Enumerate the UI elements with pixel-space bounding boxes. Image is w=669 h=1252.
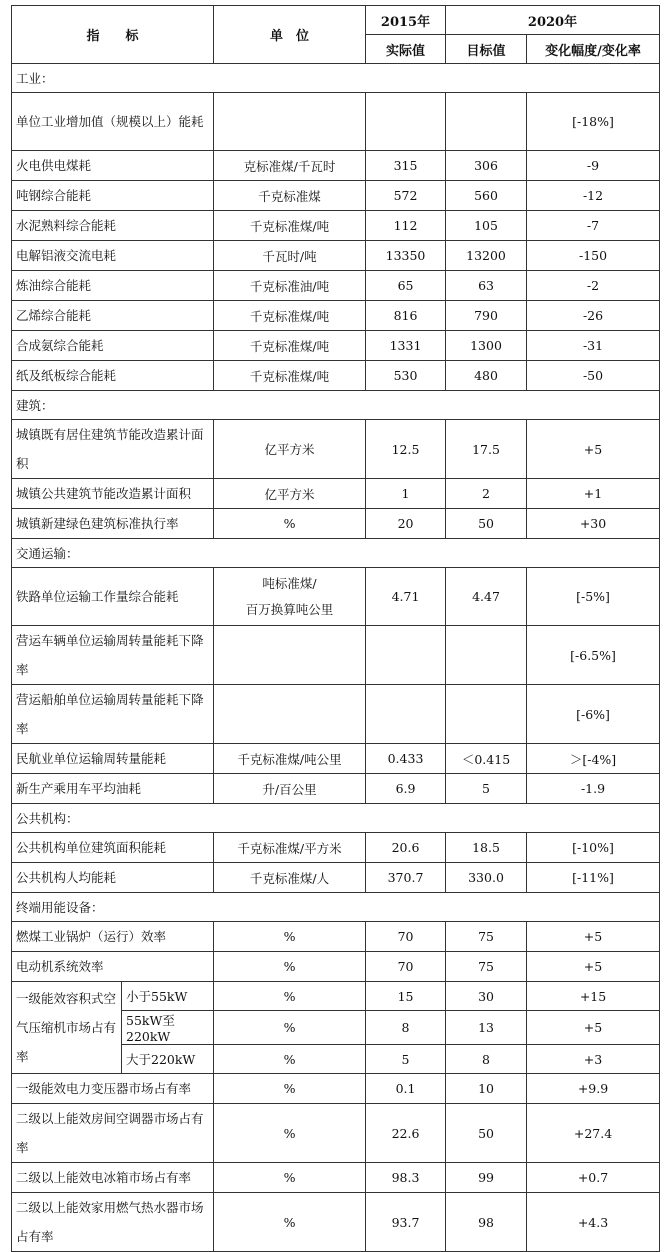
- indicator-name: 公共机构单位建筑面积能耗: [12, 833, 214, 863]
- unit-cell: [214, 685, 366, 744]
- change-cell: [-5%]: [527, 568, 660, 626]
- table-row: [12, 93, 660, 151]
- change-cell: -150: [527, 241, 660, 271]
- actual-2015-cell: 0.1: [366, 1074, 446, 1104]
- section-row: [12, 539, 660, 568]
- unit-cell: %: [214, 982, 366, 1011]
- unit-cell: [214, 626, 366, 685]
- indicator-name: 纸及纸板综合能耗: [12, 361, 214, 391]
- change-cell: -50: [527, 361, 660, 391]
- table-row: [12, 211, 660, 241]
- target-2020-cell: 8: [446, 1045, 527, 1074]
- unit-cell: %: [214, 922, 366, 952]
- unit-cell: [214, 568, 366, 626]
- change-cell: +30: [527, 509, 660, 539]
- target-2020-cell: 790: [446, 301, 527, 331]
- indicator-name: 营运车辆单位运输周转量能耗下降率: [12, 626, 214, 685]
- actual-2015-cell: 12.5: [366, 420, 446, 479]
- table-row: [12, 479, 660, 509]
- header-year-2015: 2015年: [366, 6, 446, 35]
- section-equipment: 终端用能设备：: [12, 893, 660, 922]
- target-2020-cell: 17.5: [446, 420, 527, 479]
- target-2020-cell: 50: [446, 509, 527, 539]
- table-wrapper: [11, 5, 660, 1252]
- target-2020-cell: 18.5: [446, 833, 527, 863]
- unit-cell: 克标准煤/千瓦时: [214, 151, 366, 181]
- change-cell: +3: [527, 1045, 660, 1074]
- unit-line-1: 吨标准煤/: [262, 575, 317, 591]
- sub-indicator: 55kW至220kW: [122, 1011, 214, 1045]
- indicator-name: 新生产乘用车平均油耗: [12, 774, 214, 804]
- unit-cell: 千克标准煤/吨: [214, 361, 366, 391]
- table-row: [12, 1074, 660, 1104]
- actual-2015-cell: 370.7: [366, 863, 446, 893]
- change-cell: -7: [527, 211, 660, 241]
- indicator-name: 营运船舶单位运输周转量能耗下降率: [12, 685, 214, 744]
- table-row: [12, 774, 660, 804]
- indicator-name: 二级以上能效家用燃气热水器市场占有率: [12, 1193, 214, 1252]
- table-row: [12, 922, 660, 952]
- target-2020-cell: [446, 626, 527, 685]
- change-cell: +4.3: [527, 1193, 660, 1252]
- target-2020-cell: [446, 93, 527, 151]
- actual-2015-cell: 15: [366, 982, 446, 1011]
- actual-2015-cell: 315: [366, 151, 446, 181]
- unit-cell: %: [214, 1011, 366, 1045]
- unit-cell: %: [214, 1074, 366, 1104]
- actual-2015-cell: 0.433: [366, 744, 446, 774]
- unit-cell: %: [214, 952, 366, 982]
- change-cell: [-11%]: [527, 863, 660, 893]
- change-cell: +5: [527, 1011, 660, 1045]
- section-industry: 工业：: [12, 64, 660, 93]
- table-row: [12, 420, 660, 479]
- actual-2015-cell: 112: [366, 211, 446, 241]
- actual-2015-cell: 20: [366, 509, 446, 539]
- target-2020-cell: 1300: [446, 331, 527, 361]
- table-row: [12, 151, 660, 181]
- unit-cell: 千瓦时/吨: [214, 241, 366, 271]
- target-2020-cell: 30: [446, 982, 527, 1011]
- table-row: [12, 833, 660, 863]
- header-change: 变化幅度/变化率: [527, 35, 660, 64]
- change-cell: -1.9: [527, 774, 660, 804]
- table-row: [12, 301, 660, 331]
- target-2020-cell: [446, 685, 527, 744]
- actual-2015-cell: 1331: [366, 331, 446, 361]
- header-indicator: 指 标: [12, 6, 214, 64]
- unit-cell: 千克标准煤/吨公里: [214, 744, 366, 774]
- indicator-name: 二级以上能效房间空调器市场占有率: [12, 1104, 214, 1163]
- indicator-name: 一级能效电力变压器市场占有率: [12, 1074, 214, 1104]
- target-2020-cell: 99: [446, 1163, 527, 1193]
- actual-2015-cell: 70: [366, 922, 446, 952]
- target-2020-cell: 50: [446, 1104, 527, 1163]
- section-building: 建筑：: [12, 391, 660, 420]
- unit-cell: %: [214, 1163, 366, 1193]
- target-2020-cell: 13200: [446, 241, 527, 271]
- indicator-name: 乙烯综合能耗: [12, 301, 214, 331]
- table-row: [12, 744, 660, 774]
- table-row: [12, 1163, 660, 1193]
- change-cell: [-6%]: [527, 685, 660, 744]
- indicator-name: 火电供电煤耗: [12, 151, 214, 181]
- header-year-2020: 2020年: [446, 6, 660, 35]
- change-cell: +9.9: [527, 1074, 660, 1104]
- actual-2015-cell: 13350: [366, 241, 446, 271]
- table-row: [12, 241, 660, 271]
- indicator-name: 吨钢综合能耗: [12, 181, 214, 211]
- indicator-name: 电解铝液交流电耗: [12, 241, 214, 271]
- unit-cell: 亿平方米: [214, 420, 366, 479]
- change-cell: [-18%]: [527, 93, 660, 151]
- indicator-name: 二级以上能效电冰箱市场占有率: [12, 1163, 214, 1193]
- unit-cell: [214, 93, 366, 151]
- indicator-name: 城镇新建绿色建筑标准执行率: [12, 509, 214, 539]
- actual-2015-cell: 5: [366, 1045, 446, 1074]
- change-cell: -26: [527, 301, 660, 331]
- change-cell: +5: [527, 922, 660, 952]
- target-2020-cell: 560: [446, 181, 527, 211]
- section-public: 公共机构：: [12, 804, 660, 833]
- target-2020-cell: 306: [446, 151, 527, 181]
- target-2020-cell: 10: [446, 1074, 527, 1104]
- indicator-name: 一级能效容积式空气压缩机市场占有率: [12, 982, 122, 1074]
- target-2020-cell: 5: [446, 774, 527, 804]
- header-actual: 实际值: [366, 35, 446, 64]
- sub-indicator: 大于220kW: [122, 1045, 214, 1074]
- unit-cell: 千克标准煤/人: [214, 863, 366, 893]
- section-row: [12, 804, 660, 833]
- indicator-name: 城镇公共建筑节能改造累计面积: [12, 479, 214, 509]
- actual-2015-cell: [366, 626, 446, 685]
- actual-2015-cell: 530: [366, 361, 446, 391]
- actual-2015-cell: 816: [366, 301, 446, 331]
- change-cell: [-6.5%]: [527, 626, 660, 685]
- indicator-name: 单位工业增加值（规模以上）能耗: [12, 93, 214, 151]
- unit-cell: 千克标准煤/吨: [214, 211, 366, 241]
- unit-cell: 升/百公里: [214, 774, 366, 804]
- change-cell: -12: [527, 181, 660, 211]
- actual-2015-cell: 8: [366, 1011, 446, 1045]
- table-row: [12, 1193, 660, 1252]
- unit-cell: %: [214, 1193, 366, 1252]
- unit-cell: %: [214, 1045, 366, 1074]
- target-2020-cell: 13: [446, 1011, 527, 1045]
- actual-2015-cell: 22.6: [366, 1104, 446, 1163]
- table-row: [12, 952, 660, 982]
- actual-2015-cell: [366, 685, 446, 744]
- actual-2015-cell: 20.6: [366, 833, 446, 863]
- change-cell: +15: [527, 982, 660, 1011]
- table-row: [12, 181, 660, 211]
- change-cell: +5: [527, 952, 660, 982]
- target-2020-cell: ＜0.415: [446, 744, 527, 774]
- table-row: [12, 361, 660, 391]
- sub-indicator: 小于55kW: [122, 982, 214, 1011]
- indicator-name: 城镇既有居住建筑节能改造累计面积: [12, 420, 214, 479]
- table-row: [12, 863, 660, 893]
- section-row: [12, 893, 660, 922]
- target-2020-cell: 480: [446, 361, 527, 391]
- actual-2015-cell: [366, 93, 446, 151]
- header-unit: 单 位: [214, 6, 366, 64]
- change-cell: [-10%]: [527, 833, 660, 863]
- table-row: [12, 509, 660, 539]
- change-cell: +5: [527, 420, 660, 479]
- actual-2015-cell: 1: [366, 479, 446, 509]
- indicator-name: 水泥熟料综合能耗: [12, 211, 214, 241]
- actual-2015-cell: 6.9: [366, 774, 446, 804]
- unit-cell: 千克标准油/吨: [214, 271, 366, 301]
- target-2020-cell: 75: [446, 952, 527, 982]
- change-cell: +1: [527, 479, 660, 509]
- table-row: [12, 331, 660, 361]
- actual-2015-cell: 98.3: [366, 1163, 446, 1193]
- target-2020-cell: 2: [446, 479, 527, 509]
- indicator-name: 铁路单位运输工作量综合能耗: [12, 568, 214, 626]
- change-cell: +0.7: [527, 1163, 660, 1193]
- indicator-name: 民航业单位运输周转量能耗: [12, 744, 214, 774]
- actual-2015-cell: 572: [366, 181, 446, 211]
- indicator-name: 合成氨综合能耗: [12, 331, 214, 361]
- unit-cell: 千克标准煤/平方米: [214, 833, 366, 863]
- target-2020-cell: 105: [446, 211, 527, 241]
- actual-2015-cell: 70: [366, 952, 446, 982]
- actual-2015-cell: 65: [366, 271, 446, 301]
- indicator-name: 燃煤工业锅炉（运行）效率: [12, 922, 214, 952]
- table-row: [12, 626, 660, 685]
- indicator-name: 炼油综合能耗: [12, 271, 214, 301]
- energy-indicator-table: [11, 5, 660, 1252]
- actual-2015-cell: 93.7: [366, 1193, 446, 1252]
- unit-cell: 千克标准煤/吨: [214, 331, 366, 361]
- section-transport: 交通运输：: [12, 539, 660, 568]
- change-cell: ＞[-4%]: [527, 744, 660, 774]
- target-2020-cell: 330.0: [446, 863, 527, 893]
- target-2020-cell: 75: [446, 922, 527, 952]
- change-cell: -31: [527, 331, 660, 361]
- table-row: [12, 568, 660, 626]
- change-cell: -2: [527, 271, 660, 301]
- table-row: [12, 271, 660, 301]
- section-row: [12, 391, 660, 420]
- actual-2015-cell: 4.71: [366, 568, 446, 626]
- unit-cell: 千克标准煤/吨: [214, 301, 366, 331]
- unit-cell: %: [214, 509, 366, 539]
- indicator-name: 电动机系统效率: [12, 952, 214, 982]
- section-row: [12, 64, 660, 93]
- unit-cell: %: [214, 1104, 366, 1163]
- header-row-1: [12, 6, 660, 35]
- target-2020-cell: 98: [446, 1193, 527, 1252]
- table-row: [12, 1104, 660, 1163]
- unit-line-2: 百万换算吨公里: [245, 601, 334, 617]
- table-row: [12, 982, 660, 1011]
- indicator-name: 公共机构人均能耗: [12, 863, 214, 893]
- table-row: [12, 685, 660, 744]
- target-2020-cell: 63: [446, 271, 527, 301]
- header-target: 目标值: [446, 35, 527, 64]
- unit-cell: 亿平方米: [214, 479, 366, 509]
- change-cell: -9: [527, 151, 660, 181]
- unit-cell: 千克标准煤: [214, 181, 366, 211]
- target-2020-cell: 4.47: [446, 568, 527, 626]
- change-cell: +27.4: [527, 1104, 660, 1163]
